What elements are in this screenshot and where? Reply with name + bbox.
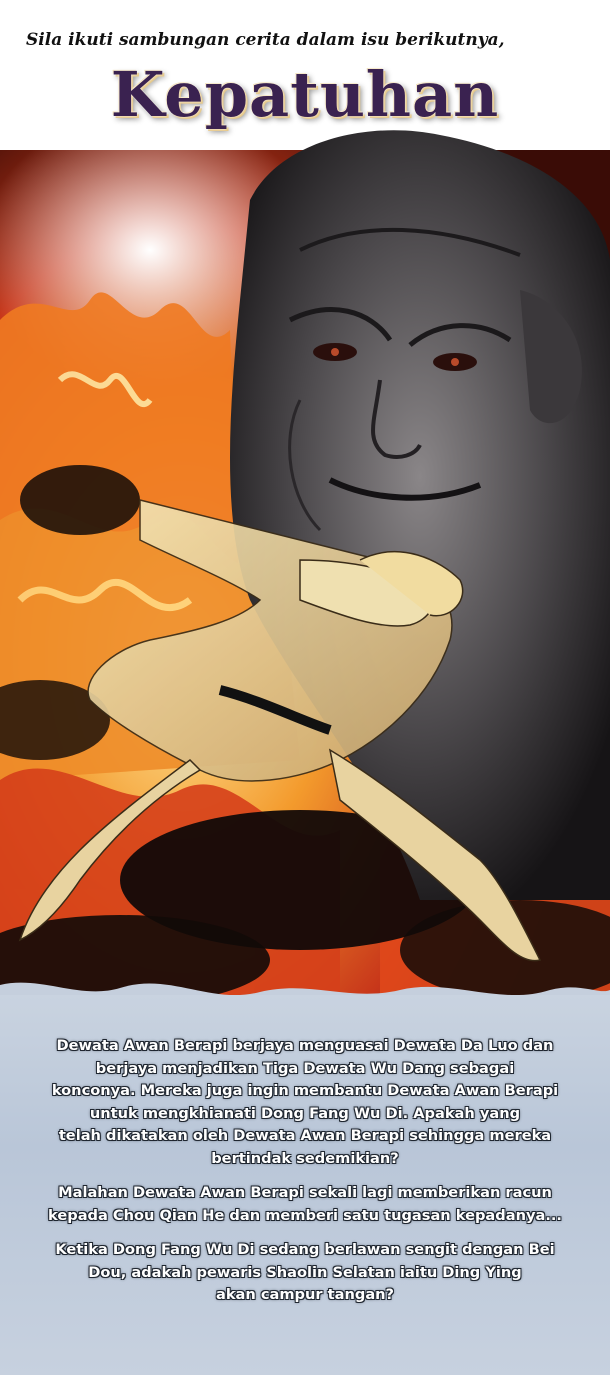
text-line: Malahan Dewata Awan Berapi sekali lagi memberikan racun [58,1184,552,1201]
text-line: Ketika Dong Fang Wu Di sedang berlawan sengit dengan Bei [55,1241,555,1258]
text-line: untuk mengkhianati Dong Fang Wu Di. Apakah yang [89,1104,521,1122]
synopsis-paragraph-1 [30,1035,580,1170]
text-line: akan campur tangan? [215,1286,395,1303]
synopsis-paragraph-3 [30,1239,580,1307]
synopsis-paragraph-2 [30,1182,580,1227]
text-line: Dou, adakah pewaris Shaolin Selatan iaitu Ding Ying [88,1263,522,1281]
text-line: kepada Chou Qian He dan memberi satu tugasan kepadanya... [48,1206,562,1224]
next-issue-title: Kepatuhan [110,58,500,131]
text-line: bertindak sedemikian? [211,1149,399,1167]
text-line: telah dikatakan oleh Dewata Awan Berapi sehingga mereka [58,1127,552,1144]
synopsis-panel [0,995,610,1375]
text-line: Dewata Awan Berapi berjaya menguasai Dewata Da Luo dan [56,1037,554,1054]
text-line: konconya. Mereka juga ingin membantu Dewata Awan Berapi [51,1082,559,1099]
teaser-line: Sila ikuti sambungan cerita dalam isu berikutnya, [26,30,505,50]
text-line: berjaya menjadikan Tiga Dewata Wu Dang sebagai [95,1059,515,1077]
synopsis-text [30,1035,580,1319]
